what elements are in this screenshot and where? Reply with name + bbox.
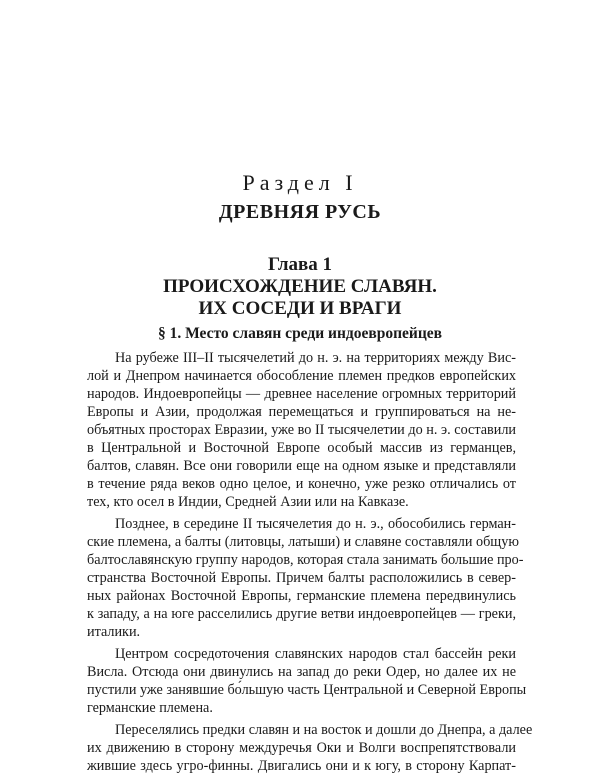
text-line: их движению в сторону междуречья Оки и Волги воспрепятствовали [87,740,516,756]
text-line: Позднее, в середине II тысячелетия до н. э., обособились герман- [115,516,516,532]
text-line: Центром сосредоточения славянских народов стал бассейн реки [115,646,516,662]
text-line: лой и Днепром начинается обособление племен предков европейских [87,368,516,384]
text-line: Висла. Отсюда они двинулись на запад до реки Одер, но далее их не [87,664,516,680]
chapter-title-line: ПРОИСХОЖДЕНИЕ СЛАВЯН. [163,276,437,297]
text-line: балтов, славян. Все они говорили еще на одном языке и представляли [87,458,516,474]
text-line: объятных просторах Евразии, уже во II тысячелетии до н. э. составили [87,422,516,438]
text-line: странства Восточной Европы. Причем балты расположились в север- [87,570,516,586]
section-title: ДРЕВНЯЯ РУСЬ [218,201,382,223]
chapter-title [0,276,600,320]
text-paragraph [87,721,533,775]
text-line: Европы и Азии, продолжая перемещаться и группироваться на не- [87,404,516,420]
paragraph-heading: § 1. Место славян среди индоевропейцев [157,325,443,342]
text-line: балтославянскую группу народов, которая стала занимать большие про- [87,552,524,568]
text-line: ские племена, а балты (литовцы, латыши) и славяне составляли общую [87,534,519,550]
text-line: жившие здесь угро-финны. Двигались они и к югу, в сторону Карпат- [87,758,516,774]
text-line: в течение ряда веков одно целое, и конечно, уже резко отличались от [87,476,516,492]
text-line: германские племена. [87,700,213,716]
body-text [87,349,533,779]
text-line: тех, кто осел в Индии, Средней Азии или на Кавказе. [87,494,409,510]
text-line: народов. Индоевропейцы — древнее население огромных территорий [87,386,516,402]
text-line: италики. [87,624,141,640]
text-paragraph [87,515,524,641]
chapter-title-line: ИХ СОСЕДИ И ВРАГИ [198,298,402,319]
text-line: пустили уже занявшие бо́льшую часть Центральной и Северной Европы [87,682,527,698]
text-line: Переселялись предки славян и на восток и дошли до Днепра, а далее [115,722,533,738]
text-paragraph [87,349,516,511]
text-line: в Центральной и Восточной Европе особый массив из германцев, [87,440,516,456]
text-line: ных районах Восточной Европы, германские племена передвинулись [87,588,516,604]
chapter-label: Глава 1 [267,254,333,275]
text-line: На рубеже III–II тысячелетий до н. э. на территориях между Вис- [115,350,516,366]
text-line: к западу, а на юге расселились другие ветви индоевропейцев — греки, [87,606,516,622]
section-label: Раздел I [242,170,358,195]
text-paragraph [87,645,527,717]
